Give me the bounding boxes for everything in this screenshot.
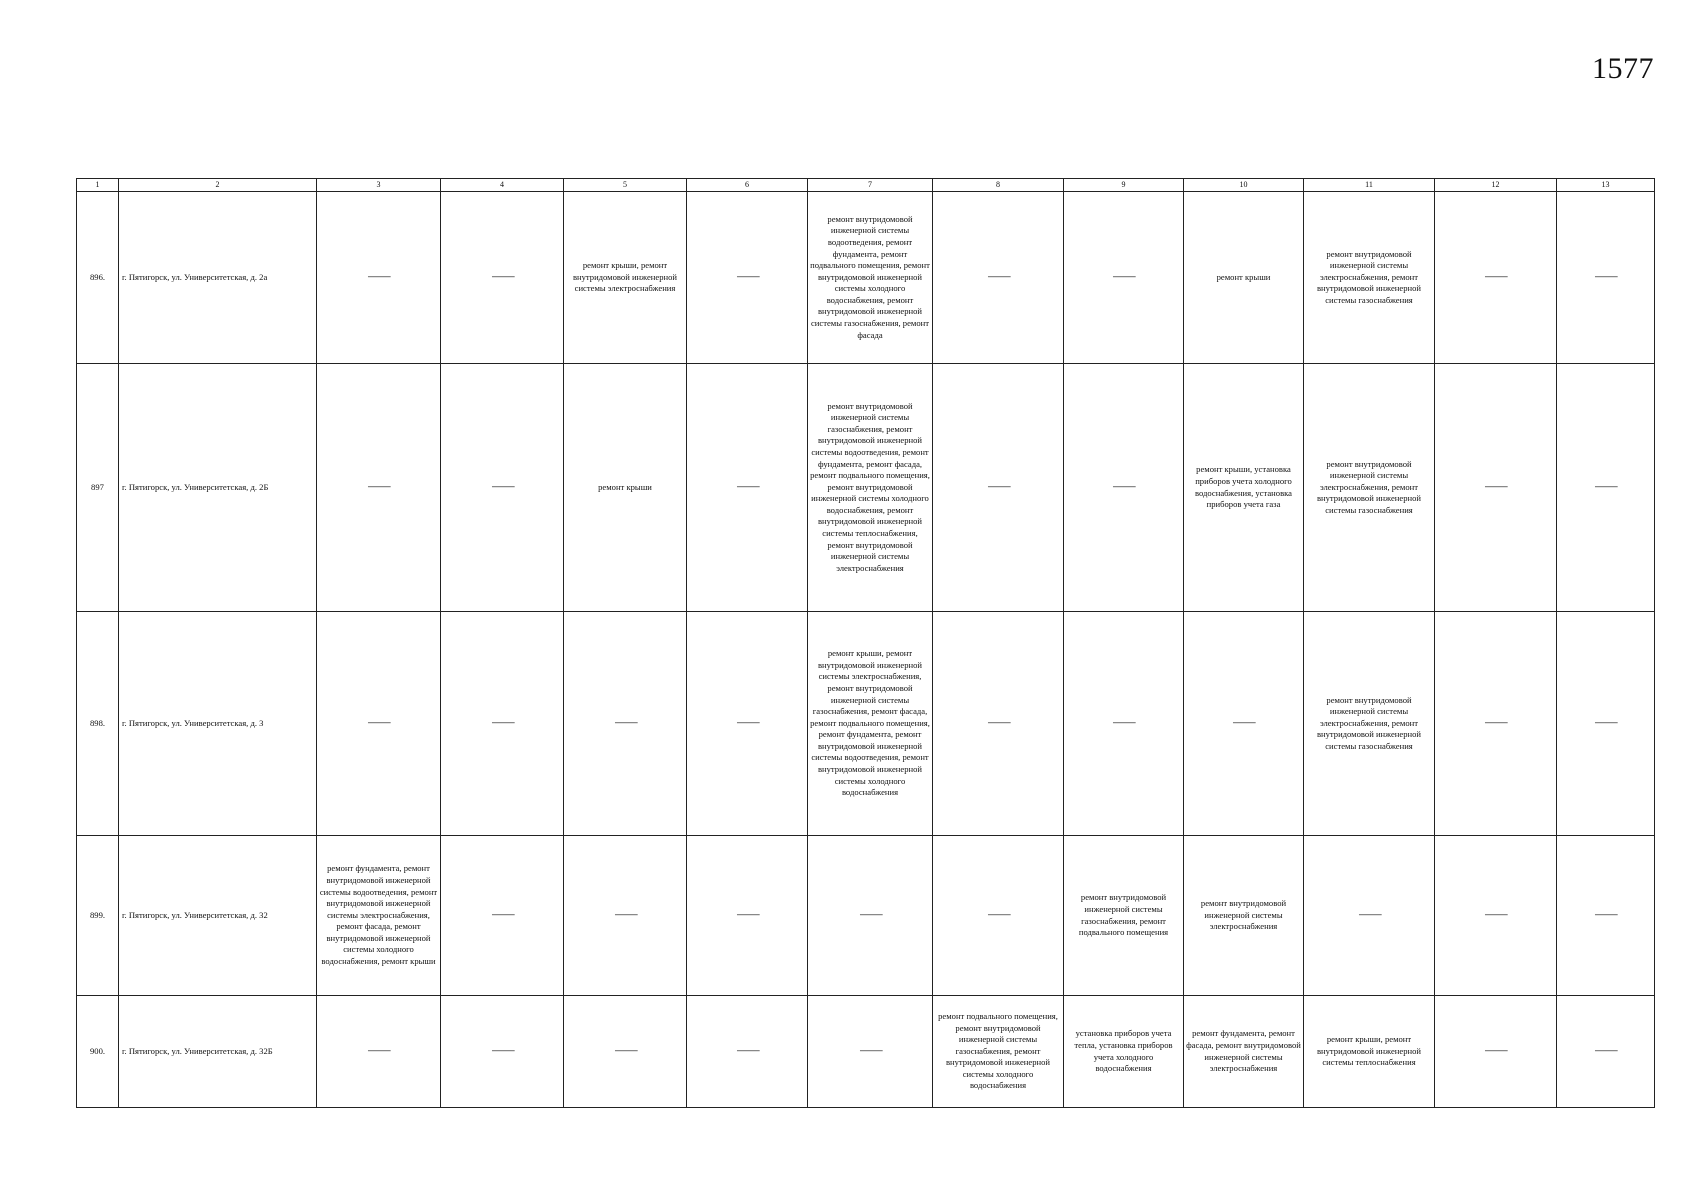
cell-text: ремонт крыши, ремонт внутридомовой инженерной системы электроснабжения, ремонт внутридомовой инженерной системы газоснабжения, ремонт фасада, ремонт подвального помещения, ремонт фундамента, ремонт внутридомовой инженерной системы водоотведения, ремонт внутридомовой инженерной системы холодного водоснабжения bbox=[810, 648, 930, 798]
work-type-cell bbox=[441, 192, 564, 364]
empty-dash: — bbox=[736, 907, 758, 923]
work-type-cell bbox=[933, 836, 1064, 996]
work-type-cell bbox=[687, 612, 808, 836]
empty-dash: — bbox=[1595, 1043, 1616, 1059]
work-type-cell bbox=[564, 612, 687, 836]
work-type-cell bbox=[564, 364, 687, 612]
table-row bbox=[77, 996, 1655, 1108]
work-type-cell bbox=[317, 364, 441, 612]
empty-dash: — bbox=[987, 269, 1009, 285]
work-type-cell bbox=[687, 364, 808, 612]
work-type-cell bbox=[687, 836, 808, 996]
empty-dash: — bbox=[1595, 907, 1616, 923]
cell-text: ремонт крыши, ремонт внутридомовой инженерной системы электроснабжения bbox=[572, 260, 678, 294]
cell-text: ремонт фундамента, ремонт внутридомовой инженерной системы водоотведения, ремонт внутридомовой инженерной системы электроснабжения, ремонт фасада, ремонт внутридомовой инженерной системы холодного водоснабжения, ремонт крыши bbox=[319, 863, 438, 967]
work-type-cell bbox=[1184, 192, 1304, 364]
column-number-cell: 3 bbox=[317, 179, 441, 192]
empty-dash: — bbox=[368, 1043, 389, 1059]
table-row bbox=[77, 612, 1655, 836]
empty-dash: — bbox=[1485, 269, 1506, 285]
cell-text: г. Пятигорск, ул. Университетская, д. 2а bbox=[122, 271, 268, 282]
work-type-cell bbox=[1304, 612, 1435, 836]
empty-dash: — bbox=[859, 907, 881, 923]
work-type-cell bbox=[1184, 612, 1304, 836]
cell-text: ремонт крыши bbox=[1216, 271, 1271, 282]
column-number-cell: 2 bbox=[119, 179, 317, 192]
row-number-cell bbox=[77, 612, 119, 836]
work-type-cell bbox=[317, 192, 441, 364]
cell-text: ремонт внутридомовой инженерной системы электроснабжения bbox=[1200, 898, 1287, 932]
cell-text: ремонт внутридомовой инженерной системы газоснабжения, ремонт подвального помещения bbox=[1078, 892, 1169, 938]
table-row bbox=[77, 192, 1655, 364]
empty-dash: — bbox=[1485, 479, 1506, 495]
column-number-cell: 1 bbox=[77, 179, 119, 192]
row-number-cell bbox=[77, 192, 119, 364]
empty-dash: — bbox=[987, 715, 1009, 731]
empty-dash: — bbox=[1358, 907, 1380, 923]
cell-text: установка приборов учета тепла, установка приборов учета холодного водоснабжения bbox=[1074, 1028, 1173, 1074]
table-row bbox=[77, 836, 1655, 996]
work-type-cell bbox=[1304, 996, 1435, 1108]
work-type-cell bbox=[317, 836, 441, 996]
empty-dash: — bbox=[491, 715, 513, 731]
work-type-cell bbox=[1435, 192, 1557, 364]
column-number-cell: 6 bbox=[687, 179, 808, 192]
work-type-cell bbox=[441, 996, 564, 1108]
empty-dash: — bbox=[1485, 907, 1506, 923]
empty-dash: — bbox=[859, 1043, 881, 1059]
work-type-cell bbox=[808, 364, 933, 612]
work-type-cell bbox=[1435, 612, 1557, 836]
cell-text: ремонт подвального помещения, ремонт внутридомовой инженерной системы газоснабжения, ремонт внутридомовой инженерной системы холодного водоснабжения bbox=[938, 1010, 1058, 1091]
work-type-cell bbox=[441, 836, 564, 996]
empty-dash: — bbox=[491, 479, 513, 495]
work-type-cell bbox=[1064, 996, 1184, 1108]
work-type-cell bbox=[441, 612, 564, 836]
work-type-cell bbox=[1557, 364, 1655, 612]
work-type-cell bbox=[1184, 836, 1304, 996]
cell-text: 896. bbox=[89, 271, 106, 282]
work-type-cell bbox=[687, 996, 808, 1108]
work-type-cell bbox=[808, 836, 933, 996]
column-number-cell: 11 bbox=[1304, 179, 1435, 192]
work-type-cell bbox=[1557, 996, 1655, 1108]
row-number-cell bbox=[77, 364, 119, 612]
work-type-cell bbox=[933, 612, 1064, 836]
work-type-cell bbox=[933, 192, 1064, 364]
column-number-cell: 7 bbox=[808, 179, 933, 192]
cell-text: ремонт крыши bbox=[598, 481, 652, 492]
cell-text: 898. bbox=[89, 717, 106, 728]
work-type-cell bbox=[1184, 996, 1304, 1108]
empty-dash: — bbox=[1595, 479, 1616, 495]
cell-text: г. Пятигорск, ул. Университетская, д. 2Б bbox=[122, 481, 269, 492]
address-cell bbox=[119, 836, 317, 996]
work-type-cell bbox=[1064, 836, 1184, 996]
work-type-cell bbox=[1184, 364, 1304, 612]
empty-dash: — bbox=[491, 907, 513, 923]
empty-dash: — bbox=[1595, 715, 1616, 731]
column-number-cell: 12 bbox=[1435, 179, 1557, 192]
column-number-cell: 4 bbox=[441, 179, 564, 192]
work-type-cell bbox=[1557, 836, 1655, 996]
work-type-cell bbox=[317, 612, 441, 836]
work-type-cell bbox=[564, 996, 687, 1108]
row-number-cell bbox=[77, 836, 119, 996]
work-type-cell bbox=[564, 836, 687, 996]
empty-dash: — bbox=[368, 479, 389, 495]
empty-dash: — bbox=[736, 269, 758, 285]
work-type-cell bbox=[808, 192, 933, 364]
address-cell bbox=[119, 364, 317, 612]
address-cell bbox=[119, 192, 317, 364]
cell-text: г. Пятигорск, ул. Университетская, д. 3 bbox=[122, 717, 264, 728]
empty-dash: — bbox=[1485, 1043, 1506, 1059]
empty-dash: — bbox=[1595, 269, 1616, 285]
work-type-cell bbox=[1304, 192, 1435, 364]
cell-text: ремонт внутридомовой инженерной системы электроснабжения, ремонт внутридомовой инженерной системы газоснабжения bbox=[1316, 458, 1422, 515]
work-type-cell bbox=[933, 996, 1064, 1108]
empty-dash: — bbox=[736, 715, 758, 731]
work-type-cell bbox=[1435, 836, 1557, 996]
work-type-cell bbox=[687, 192, 808, 364]
empty-dash: — bbox=[736, 479, 758, 495]
work-type-cell bbox=[1064, 192, 1184, 364]
page-number: 1577 bbox=[1592, 52, 1654, 85]
repair-schedule-table bbox=[76, 178, 1655, 1108]
empty-dash: — bbox=[1233, 715, 1254, 731]
work-type-cell bbox=[1557, 612, 1655, 836]
empty-dash: — bbox=[614, 907, 636, 923]
cell-text: ремонт внутридомовой инженерной системы электроснабжения, ремонт внутридомовой инженерной системы газоснабжения bbox=[1316, 694, 1422, 751]
work-type-cell bbox=[808, 996, 933, 1108]
cell-text: 897 bbox=[91, 481, 104, 492]
address-cell bbox=[119, 996, 317, 1108]
empty-dash: — bbox=[491, 269, 513, 285]
cell-text: ремонт фундамента, ремонт фасада, ремонт внутридомовой инженерной системы электроснабжения bbox=[1186, 1028, 1301, 1074]
empty-dash: — bbox=[1113, 479, 1134, 495]
empty-dash: — bbox=[368, 269, 389, 285]
empty-dash: — bbox=[1485, 715, 1506, 731]
column-number-cell: 9 bbox=[1064, 179, 1184, 192]
cell-text: ремонт внутридомовой инженерной системы газоснабжения, ремонт внутридомовой инженерной системы водоотведения, ремонт фундамента, ремонт фасада, ремонт подвального помещения, ремонт внутридомовой инженерной системы холодного водоснабжения, ремонт внутридомовой инженерной системы теплоснабжения, ремонт внутридомовой инженерной системы электроснабжения bbox=[810, 400, 930, 573]
cell-text: 900. bbox=[89, 1045, 106, 1056]
cell-text: г. Пятигорск, ул. Университетская, д. 32 bbox=[122, 909, 268, 920]
cell-text: ремонт крыши, ремонт внутридомовой инженерной системы теплоснабжения bbox=[1316, 1034, 1422, 1068]
empty-dash: — bbox=[987, 907, 1009, 923]
empty-dash: — bbox=[614, 1043, 636, 1059]
work-type-cell bbox=[317, 996, 441, 1108]
work-type-cell bbox=[564, 192, 687, 364]
work-type-cell bbox=[1435, 364, 1557, 612]
empty-dash: — bbox=[987, 479, 1009, 495]
column-number-cell: 10 bbox=[1184, 179, 1304, 192]
column-number-header bbox=[77, 179, 1655, 192]
empty-dash: — bbox=[1113, 715, 1134, 731]
cell-text: ремонт крыши, установка приборов учета холодного водоснабжения, установка приборов учета газа bbox=[1194, 464, 1292, 510]
row-number-cell bbox=[77, 996, 119, 1108]
work-type-cell bbox=[808, 612, 933, 836]
cell-text: г. Пятигорск, ул. Университетская, д. 32Б bbox=[122, 1045, 273, 1056]
empty-dash: — bbox=[614, 715, 636, 731]
work-type-cell bbox=[933, 364, 1064, 612]
table-row bbox=[77, 364, 1655, 612]
column-number-cell: 13 bbox=[1557, 179, 1655, 192]
work-type-cell bbox=[1064, 364, 1184, 612]
cell-text: ремонт внутридомовой инженерной системы электроснабжения, ремонт внутридомовой инженерной системы газоснабжения bbox=[1316, 248, 1422, 305]
empty-dash: — bbox=[368, 715, 389, 731]
empty-dash: — bbox=[736, 1043, 758, 1059]
work-type-cell bbox=[1304, 836, 1435, 996]
address-cell bbox=[119, 612, 317, 836]
work-type-cell bbox=[1435, 996, 1557, 1108]
column-number-cell: 8 bbox=[933, 179, 1064, 192]
empty-dash: — bbox=[491, 1043, 513, 1059]
column-number-cell: 5 bbox=[564, 179, 687, 192]
cell-text: ремонт внутридомовой инженерной системы водоотведения, ремонт фундамента, ремонт подвального помещения, ремонт внутридомовой инженерной системы холодного водоснабжения, ремонт внутридомовой инженерной системы газоснабжения, ремонт фасада bbox=[810, 213, 930, 340]
cell-text: 899. bbox=[89, 909, 106, 920]
work-type-cell bbox=[1304, 364, 1435, 612]
work-type-cell bbox=[1064, 612, 1184, 836]
work-type-cell bbox=[1557, 192, 1655, 364]
empty-dash: — bbox=[1113, 269, 1134, 285]
work-type-cell bbox=[441, 364, 564, 612]
table-body bbox=[77, 179, 1655, 1108]
